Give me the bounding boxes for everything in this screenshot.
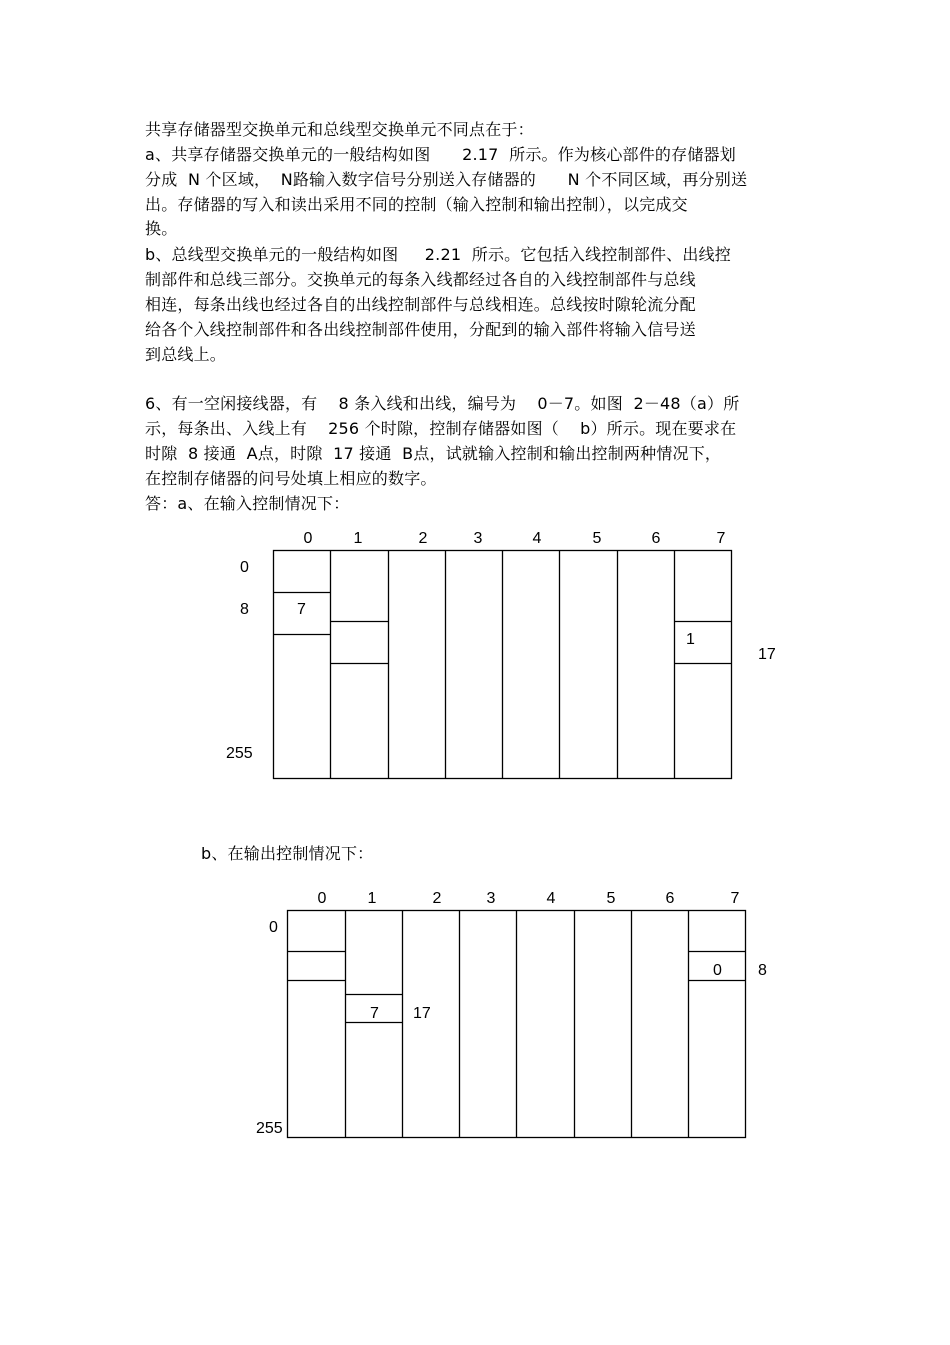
para-a-line-2: 分成 N 个区域， N路输入数字信号分别送入存储器的 N 个不同区域，再分别送 (145, 170, 748, 189)
diagram-b-col-6: 6 (665, 890, 675, 907)
diagram-a-cell-value: 1 (686, 631, 695, 648)
diagram-b-row-8: 8 (758, 962, 767, 979)
para-a-line-1: a、共享存储器交换单元的一般结构如图 2.17 所示。作为核心部件的存储器划 (145, 145, 736, 164)
diagram-a-col-7: 7 (716, 530, 726, 547)
question-line-1: 6、有一空闲接线器，有 8 条入线和出线，编号为 0－7。如图 2－48（a）所 (145, 394, 740, 413)
question-line-2: 示，每条出、入线上有 256 个时隙，控制存储器如图（ b）所示。现在要求在 (145, 419, 737, 438)
para-b-line-4: 给各个入线控制部件和各出线控制部件使用，分配到的输入部件将输入信号送 (145, 320, 696, 339)
diagram-a-col-1: 1 (353, 530, 363, 547)
diagram-b-cell-value: 7 (370, 1005, 379, 1022)
para-a-line-3: 出。存储器的写入和读出采用不同的控制（输入控制和输出控制），以完成交 (145, 195, 688, 214)
diagram-a-row-0: 0 (240, 559, 249, 576)
diagram-a-col-3: 3 (473, 530, 483, 547)
question-line-4: 在控制存储器的问号处填上相应的数字。 (145, 469, 437, 488)
para-b-line-1: b、总线型交换单元的一般结构如图 2.21 所示。它包括入线控制部件、出线控 (145, 245, 731, 264)
diagram-a-col-2: 2 (418, 530, 428, 547)
para-b-line-2: 制部件和总线三部分。交换单元的每条入线都经过各自的入线控制部件与总线 (145, 270, 696, 289)
question-line-3: 时隙 8 接通 A点，时隙 17 接通 B点，试就输入控制和输出控制两种情况下， (145, 444, 722, 463)
para-b-line-3: 相连，每条出线也经过各自的出线控制部件与总线相连。总线按时隙轮流分配 (145, 295, 696, 314)
diagram-a-row-8: 8 (240, 601, 249, 618)
diagram-b-col-7: 7 (730, 890, 740, 907)
diagram-b-col-3: 3 (486, 890, 496, 907)
diagram-b-cell-value: 0 (713, 962, 722, 979)
diagram-a-col-5: 5 (592, 530, 602, 547)
para-b-line-5: 到总线上。 (145, 345, 227, 364)
answer-a-label: 答：a、在输入控制情况下： (145, 494, 350, 513)
diagram-b-col-1: 1 (367, 890, 377, 907)
answer-b-label: b、在输出控制情况下： (201, 844, 374, 863)
diagram-b-row-17: 17 (413, 1005, 431, 1022)
diagram-b-row-0: 0 (269, 919, 278, 936)
diagram-a-row-17: 17 (758, 646, 776, 663)
diagram-a-col-0: 0 (303, 530, 313, 547)
diagram-b-col-2: 2 (432, 890, 442, 907)
diagram-a-cell-value: 7 (297, 601, 306, 618)
diagram-a-col-6: 6 (651, 530, 661, 547)
diagram-b-col-4: 4 (546, 890, 556, 907)
diagram-b-col-5: 5 (606, 890, 616, 907)
para-a-line-4: 换。 (145, 219, 178, 238)
diagram-b-col-0: 0 (317, 890, 327, 907)
heading: 共享存储器型交换单元和总线型交换单元不同点在于： (145, 120, 534, 139)
diagram-a-row-255: 255 (226, 745, 253, 762)
diagram-a-col-4: 4 (532, 530, 542, 547)
diagram-b-row-255: 255 (256, 1120, 283, 1137)
